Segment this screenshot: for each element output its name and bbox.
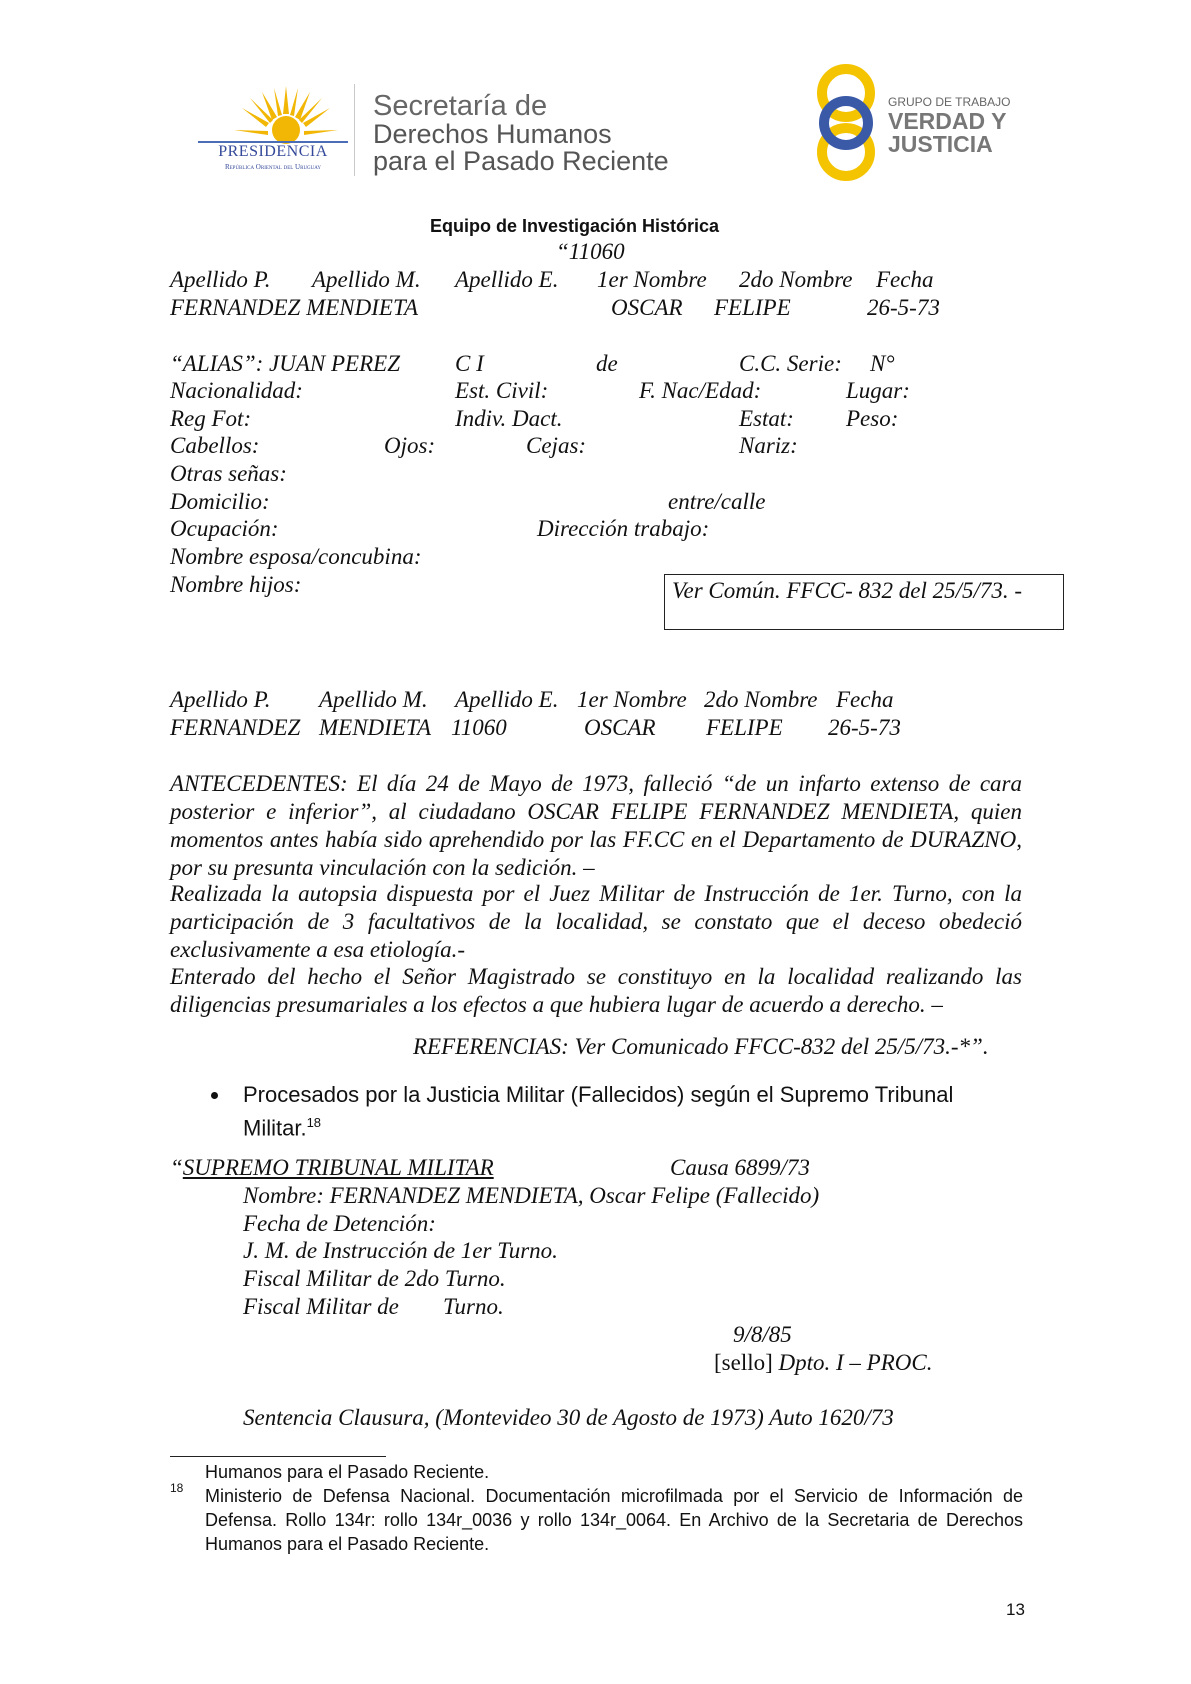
peso-field: Peso: [846, 406, 899, 431]
footnote-18-text: Ministerio de Defensa Nacional. Documentación microfilmada por el Servicio de Información de Defensa. Rollo 134r: rollo 134r_0036 y rollo 134r_0064. En Archivo de la Secretaria de Derechos Humanos para el Pasado Reciente. [205, 1486, 1023, 1554]
referencias-line: REFERENCIAS: Ver Comunicado FFCC-832 del 25/5/73.-*”. [413, 1034, 989, 1059]
team-title: Equipo de Investigación Histórica [430, 216, 720, 236]
footnote-separator [170, 1456, 386, 1457]
enterado-paragraph: Enterado del hecho el Señor Magistrado se constituyo en la localidad realizando las diligencias presumariales a los efectos a que hubiera lugar de acuerdo a derecho. – [170, 964, 1022, 1017]
estat-field: Estat: [739, 406, 794, 431]
b1-h-apellido-m: Apellido M. [312, 267, 421, 292]
domicilio-field: Domicilio: [170, 489, 270, 514]
secretaria-line3: para el Pasado Reciente [373, 146, 669, 176]
bullet-dot [211, 1092, 218, 1099]
reg-fot-field: Reg Fot: [170, 406, 252, 431]
stm-fiscal-2do: Fiscal Militar de 2do Turno. [243, 1266, 506, 1291]
b1-v-apellidos: FERNANDEZ MENDIETA [170, 295, 419, 320]
b1-h-apellido-p: Apellido P. [170, 267, 271, 292]
causa-number: Causa 6899/73 [670, 1155, 810, 1180]
footnote-prev-tail: Humanos para el Pasado Reciente. [205, 1462, 490, 1482]
antecedentes-paragraph: ANTECEDENTES: El día 24 de Mayo de 1973, falleció “de un infarto extenso de cara posterior e inferior”, al ciudadano OSCAR FELIPE FERNANDEZ MENDIETA, quien momentos antes había sido aprehendido por las FF.CC en el Departamento de DURAZNO, por su presunta vinculación con la sedición. – [170, 771, 1022, 880]
otras-senas-field: Otras señas: [170, 461, 287, 486]
indiv-dact-field: Indiv. Dact. [455, 406, 563, 431]
b2-v-1er-nombre: OSCAR [584, 715, 656, 740]
secretaria-line1: Secretaría de [373, 90, 548, 122]
b2-v-apellido-p: FERNANDEZ [170, 715, 301, 740]
cc-serie-field: C.C. Serie: [739, 351, 842, 376]
b2-h-2do-nombre: 2do Nombre [704, 687, 818, 712]
stm-title-line [170, 1154, 494, 1182]
footnote-18-number: 18 [170, 1481, 184, 1495]
stm-nombre: Nombre: FERNANDEZ MENDIETA, Oscar Felipe (Fallecido) [243, 1183, 820, 1208]
ojos-field: Ojos: [384, 433, 436, 458]
autopsia-paragraph: Realizada la autopsia dispuesta por el Juez Militar de Instrucción de 1er. Turno, con la participación de 3 facultativos de la localidad, se constato que el deceso obedeció exclusivamente a esa etiología.- [170, 881, 1022, 962]
bullet-text: Procesados por la Justicia Militar (Fallecidos) según el Supremo Tribunal Militar. [243, 1082, 954, 1141]
nacionalidad-field: Nacionalidad: [170, 378, 303, 403]
b2-v-2do-nombre: FELIPE [706, 715, 783, 740]
stm-open-quote: “ [170, 1155, 183, 1180]
numero-field: N° [870, 351, 895, 376]
b2-h-apellido-m: Apellido M. [319, 687, 428, 712]
reference-box-text: Ver Común. FFCC- 832 del 25/5/73. - [672, 578, 1023, 603]
presidencia-sun-logo [232, 84, 340, 146]
ci-field: C I [455, 351, 484, 376]
b2-h-1er-nombre: 1er Nombre [577, 687, 687, 712]
sello-date: 9/8/85 [733, 1322, 792, 1347]
entre-calle-field: entre/calle [668, 489, 766, 514]
header-divider [354, 84, 355, 176]
page-number: 13 [1006, 1600, 1025, 1619]
presidencia-name: PRESIDENCIA [218, 143, 328, 160]
secretaria-line2: Derechos Humanos [373, 119, 612, 149]
footnote-ref-18[interactable]: 18 [306, 1115, 322, 1130]
sello-dept: Dpto. I – PROC. [778, 1350, 933, 1375]
file-number: “11060 [556, 239, 625, 264]
presidencia-subtitle: República Oriental del Uruguay [224, 163, 322, 171]
stm-fiscal-blank-b: Turno. [443, 1294, 504, 1319]
b1-h-2do-nombre: 2do Nombre [739, 267, 853, 292]
nariz-field: Nariz: [739, 433, 798, 458]
stm-juez: J. M. de Instrucción de 1er Turno. [243, 1238, 558, 1263]
de-field: de [596, 351, 618, 376]
bullet-item [243, 1081, 1028, 1142]
grupo-line3: JUSTICIA [888, 131, 993, 157]
grupo-line1: GRUPO DE TRABAJO [888, 95, 1011, 109]
b1-h-fecha: Fecha [876, 267, 934, 292]
esposa-field: Nombre esposa/concubina: [170, 544, 422, 569]
lugar-field: Lugar: [846, 378, 910, 403]
direccion-trabajo-field: Dirección trabajo: [537, 516, 710, 541]
b2-v-apellido-e: 11060 [451, 715, 507, 740]
hijos-field: Nombre hijos: [170, 572, 302, 597]
b2-v-apellido-m: MENDIETA [319, 715, 432, 740]
stm-title: SUPREMO TRIBUNAL MILITAR [182, 1155, 494, 1180]
est-civil-field: Est. Civil: [455, 378, 549, 403]
grupo-line2: VERDAD Y [888, 108, 1007, 134]
b1-v-fecha: 26-5-73 [867, 295, 940, 320]
sentencia-line: Sentencia Clausura, (Montevideo 30 de Agosto de 1973) Auto 1620/73 [243, 1405, 894, 1430]
sello-label: [sello] [714, 1350, 779, 1375]
cejas-field: Cejas: [526, 433, 587, 458]
alias-field: “ALIAS”: JUAN PEREZ [170, 351, 400, 376]
stm-fecha-detencion: Fecha de Detención: [243, 1211, 436, 1236]
b2-v-fecha: 26-5-73 [828, 715, 901, 740]
b2-h-fecha: Fecha [836, 687, 894, 712]
b1-h-1er-nombre: 1er Nombre [597, 267, 707, 292]
b1-h-apellido-e: Apellido E. [455, 267, 559, 292]
b2-h-apellido-e: Apellido E. [455, 687, 559, 712]
b1-v-2do-nombre: FELIPE [714, 295, 791, 320]
cabellos-field: Cabellos: [170, 433, 260, 458]
b2-h-apellido-p: Apellido P. [170, 687, 271, 712]
verdad-justicia-rings-logo [806, 62, 888, 184]
ocupacion-field: Ocupación: [170, 516, 279, 541]
f-nac-field: F. Nac/Edad: [639, 378, 762, 403]
sello-line [714, 1349, 932, 1377]
b1-v-1er-nombre: OSCAR [611, 295, 683, 320]
stm-fiscal-blank-a: Fiscal Militar de [243, 1294, 399, 1319]
